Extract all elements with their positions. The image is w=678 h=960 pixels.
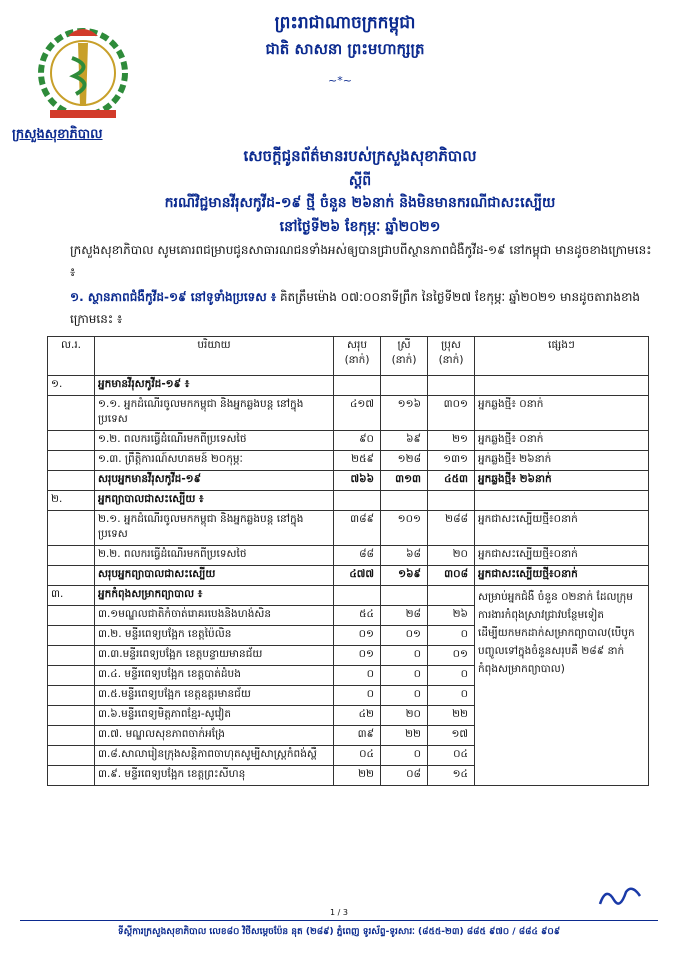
row-description: សរុបអ្នកព្យាបាលជាសះស្បើយ (95, 566, 334, 586)
row-description: ១.២. ពលករធ្វើដំណើរមកពីប្រទេសថៃ (95, 431, 334, 451)
row-total: ០១ (334, 646, 381, 666)
col-header-male: ប្រុស (នាក់) (428, 337, 475, 376)
kingdom-heading: ព្រះរាជាណាចក្រកម្ពុជា (274, 13, 416, 33)
row-number (48, 396, 95, 431)
row-description: ៣.៣.មន្ទីរពេទ្យបង្អែក ខេត្តបន្ទាយមានជ័យ (95, 646, 334, 666)
row-female: ៦៨ (381, 546, 428, 566)
col-header-other: ផ្សេងៗ (475, 337, 649, 376)
row-male: ០១ (428, 646, 475, 666)
row-female: ៦៩ (381, 431, 428, 451)
footer-divider (20, 920, 658, 921)
row-other (475, 491, 649, 511)
table-row (48, 396, 649, 431)
row-male: ១៤ (428, 766, 475, 786)
row-other (475, 376, 649, 396)
row-number (48, 766, 95, 786)
row-other: អ្នកជាសះស្បើយថ្មី៖០នាក់ (475, 566, 649, 586)
row-description: ២.១. អ្នកដំណើរចូលមកកម្ពុជា និងអ្នកឆ្លងបន្ត នៅក្នុងប្រទេស (95, 511, 334, 546)
row-total: ៩០ (334, 431, 381, 451)
row-number (48, 726, 95, 746)
row-description: ១.៣. ព្រឹត្តិការណ៍សហគមន៍ ២០កុម្ភៈ (95, 451, 334, 471)
row-male: ២១ (428, 431, 475, 451)
row-total: ៤៧៧ (334, 566, 381, 586)
covid-status-table (47, 336, 649, 786)
row-description: ១.១. អ្នកដំណើរចូលមកកម្ពុជា និងអ្នកឆ្លងបន្ត នៅក្នុងប្រទេស (95, 396, 334, 431)
row-male: ០ (428, 686, 475, 706)
row-number (48, 546, 95, 566)
row-female: ០១ (381, 626, 428, 646)
row-male: ០ (428, 626, 475, 646)
row-female: ០ (381, 686, 428, 706)
row-female: ០ (381, 666, 428, 686)
col-header-no: ល.រ. (48, 337, 95, 376)
row-total (334, 491, 381, 511)
row-female (381, 376, 428, 396)
row-total: ៧៦៦ (334, 471, 381, 491)
ornament-divider: ~*~ (328, 74, 352, 87)
row-male: ២២ (428, 706, 475, 726)
row-total: ៤២ (334, 706, 381, 726)
announcement-subject: ករណីវិជ្ជមានវីរុសកូវីដ-១៩ ថ្មី ចំនួន ២៦នាក់ និងមិនមានករណីជាសះស្បើយ (164, 195, 556, 211)
announcement-subject-label: ស្តីពី (348, 173, 372, 189)
table-row (48, 451, 649, 471)
table-body (48, 376, 649, 786)
row-other: អ្នកជាសះស្បើយថ្មី៖០នាក់ (475, 546, 649, 566)
table-row (48, 511, 649, 546)
national-motto: ជាតិ សាសនា ព្រះមហាក្សត្រ (265, 40, 425, 58)
row-number (48, 686, 95, 706)
footer-address: ទីស្តីការក្រសួងសុខាភិបាល លេខ៨០ វិថីសម្តេចប៉ែន នុត (២៨៩) ភ្នំពេញ ទូរស័ព្ទ-ទូរសារៈ (៨៥៥-២៣) ៨៨៥ ៩៧០ / ៨៨៤ ៩០៩ (117, 927, 561, 937)
row-total: ៣៨៩ (334, 511, 381, 546)
row-description: សរុបអ្នកមានវីរុសកូវីដ-១៩ (95, 471, 334, 491)
table-row (48, 546, 649, 566)
table-group-row (48, 491, 649, 511)
row-total: ២២ (334, 766, 381, 786)
row-female: ០៨ (381, 766, 428, 786)
row-male: ២៨៨ (428, 511, 475, 546)
row-female: ១៦៩ (381, 566, 428, 586)
row-male: ៣០១ (428, 396, 475, 431)
row-total (334, 586, 381, 606)
row-description: ៣.៧. មណ្ឌលសុខភាពចាក់អង្រែ (95, 726, 334, 746)
section-3-note: សម្រាប់អ្នកជំងឺ ចំនួន ០២នាក់ ដែលក្រុមការងារកំពុងស្រាវជ្រាវបន្ថែមទៀត ដើម្បីយកមកដាក់សម្រាកព្យាបាល(បើបូកបញ្ចូលទៅក្នុងចំនួនសរុបគឺ ២៨៩ នាក់ កំពុងសម្រាកព្យាបាល) (475, 586, 649, 786)
row-female (381, 491, 428, 511)
section-1-heading: ១. ស្ថានភាពជំងឺកូវីដ-១៩ នៅទូទាំងប្រទេស ៖ (70, 290, 277, 304)
row-description: អ្នកកំពុងសម្រាកព្យាបាល ៖ (95, 586, 334, 606)
row-total: ០១ (334, 626, 381, 646)
row-description: ២.២. ពលករធ្វើដំណើរមកពីប្រទេសថៃ (95, 546, 334, 566)
row-number (48, 666, 95, 686)
row-male: ៣០៨ (428, 566, 475, 586)
table-group-row (48, 586, 649, 606)
row-female: ១២៨ (381, 451, 428, 471)
row-female (381, 586, 428, 606)
page-number: 1 / 3 (330, 908, 348, 917)
row-male: ១៣១ (428, 451, 475, 471)
row-number (48, 451, 95, 471)
announcement-date: នៅថ្ងៃទី២៦ ខែកុម្ភៈ ឆ្នាំ២០២១ (279, 219, 441, 235)
row-male: ០៤ (428, 746, 475, 766)
row-total: ៤១៧ (334, 396, 381, 431)
row-other: អ្នកឆ្លងថ្មី៖ ២៦នាក់ (475, 471, 649, 491)
row-total: ៣៩ (334, 726, 381, 746)
row-description: ៣.២. មន្ទីរពេទ្យបង្អែក ខេត្តប៉ៃលិន (95, 626, 334, 646)
row-number (48, 566, 95, 586)
col-header-female: ស្រី (នាក់) (381, 337, 428, 376)
row-number (48, 606, 95, 626)
row-total: ០ (334, 686, 381, 706)
row-female: ១១៦ (381, 396, 428, 431)
row-number (48, 511, 95, 546)
table-row (48, 431, 649, 451)
table-group-row (48, 376, 649, 396)
row-female: ២០ (381, 706, 428, 726)
row-male: ០ (428, 666, 475, 686)
row-total: ២៥៩ (334, 451, 381, 471)
announcement-title: សេចក្តីជូនព័ត៌មានរបស់ក្រសួងសុខាភិបាល (243, 147, 477, 165)
section-1-text: គិតត្រឹមម៉ោង ០៧:០០នាទីព្រឹក នៃថ្ងៃទី២៧ ខែកុម្ភៈ ឆ្នាំ២០២១ មានដូចតារាងខាងក្រោមនេះ ៖ (70, 290, 640, 326)
row-total: ៥៤ (334, 606, 381, 626)
col-header-description: បរិយាយ (95, 337, 334, 376)
row-description: ៣.១មណ្ឌលជាតិកំចាត់រោគរបេងនិងហង់សិន (95, 606, 334, 626)
row-description: ៣.៦.មន្ទីរពេទ្យមិត្តភាពខ្មែរ-សូវៀត (95, 706, 334, 726)
row-female: ០ (381, 646, 428, 666)
row-other: អ្នកឆ្លងថ្មី៖ ២៦នាក់ (475, 451, 649, 471)
row-female: ២៨ (381, 606, 428, 626)
intro-paragraph: ក្រសួងសុខាភិបាល សូមគោរពជម្រាបជូនសាធារណជនទាំងអស់ឲ្យបានជ្រាបពីស្ថានភាពជំងឺកូវីដ-១៩ នៅកម្ពុជា មានដូចខាងក្រោមនេះ ៖ (70, 243, 652, 279)
row-other: អ្នកឆ្លងថ្មី៖ ០នាក់ (475, 431, 649, 451)
row-description: អ្នកព្យាបាលជាសះស្បើយ ៖ (95, 491, 334, 511)
table-total-row (48, 566, 649, 586)
row-male (428, 491, 475, 511)
section-1 (70, 286, 660, 330)
row-number (48, 471, 95, 491)
row-male (428, 586, 475, 606)
row-total: ៨៨ (334, 546, 381, 566)
row-number (48, 706, 95, 726)
row-male (428, 376, 475, 396)
row-male: ១៧ (428, 726, 475, 746)
row-number (48, 746, 95, 766)
row-number: ២. (48, 491, 95, 511)
row-description: អ្នកមានវីរុសកូវីដ-១៩ ៖ (95, 376, 334, 396)
row-other: អ្នកឆ្លងថ្មី៖ ០នាក់ (475, 396, 649, 431)
row-description: ៣.៤. មន្ទីរពេទ្យបង្អែក ខេត្តបាត់ដំបង (95, 666, 334, 686)
row-total: ០៤ (334, 746, 381, 766)
row-number: ១. (48, 376, 95, 396)
table-total-row (48, 471, 649, 491)
row-total (334, 376, 381, 396)
row-other: អ្នកជាសះស្បើយថ្មី៖០នាក់ (475, 511, 649, 546)
ministry-name: ក្រសួងសុខាភិបាល (12, 127, 103, 142)
row-female: ០ (381, 746, 428, 766)
row-male: ២០ (428, 546, 475, 566)
row-male: ២៦ (428, 606, 475, 626)
row-description: ៣.៨.សាលារៀនក្រុងសន្តិភាពចាហុតសូម្បីសាស្រ្តកំពង់ស្ពឺ (95, 746, 334, 766)
row-description: ៣.៩. មន្ទីរពេទ្យបង្អែក ខេត្តព្រះសីហនុ (95, 766, 334, 786)
table-header-row (48, 337, 649, 376)
ministry-emblem-logo (28, 18, 138, 128)
row-number (48, 626, 95, 646)
col-header-total: សរុប (នាក់) (334, 337, 381, 376)
row-female: ១០១ (381, 511, 428, 546)
row-female: ៣១៣ (381, 471, 428, 491)
row-total: ០ (334, 666, 381, 686)
row-number: ៣. (48, 586, 95, 606)
row-female: ២២ (381, 726, 428, 746)
row-number (48, 431, 95, 451)
row-number (48, 646, 95, 666)
row-description: ៣.៥.មន្ទីរពេទ្យបង្អែក ខេត្តឧត្តរមានជ័យ (95, 686, 334, 706)
row-male: ៤៥៣ (428, 471, 475, 491)
